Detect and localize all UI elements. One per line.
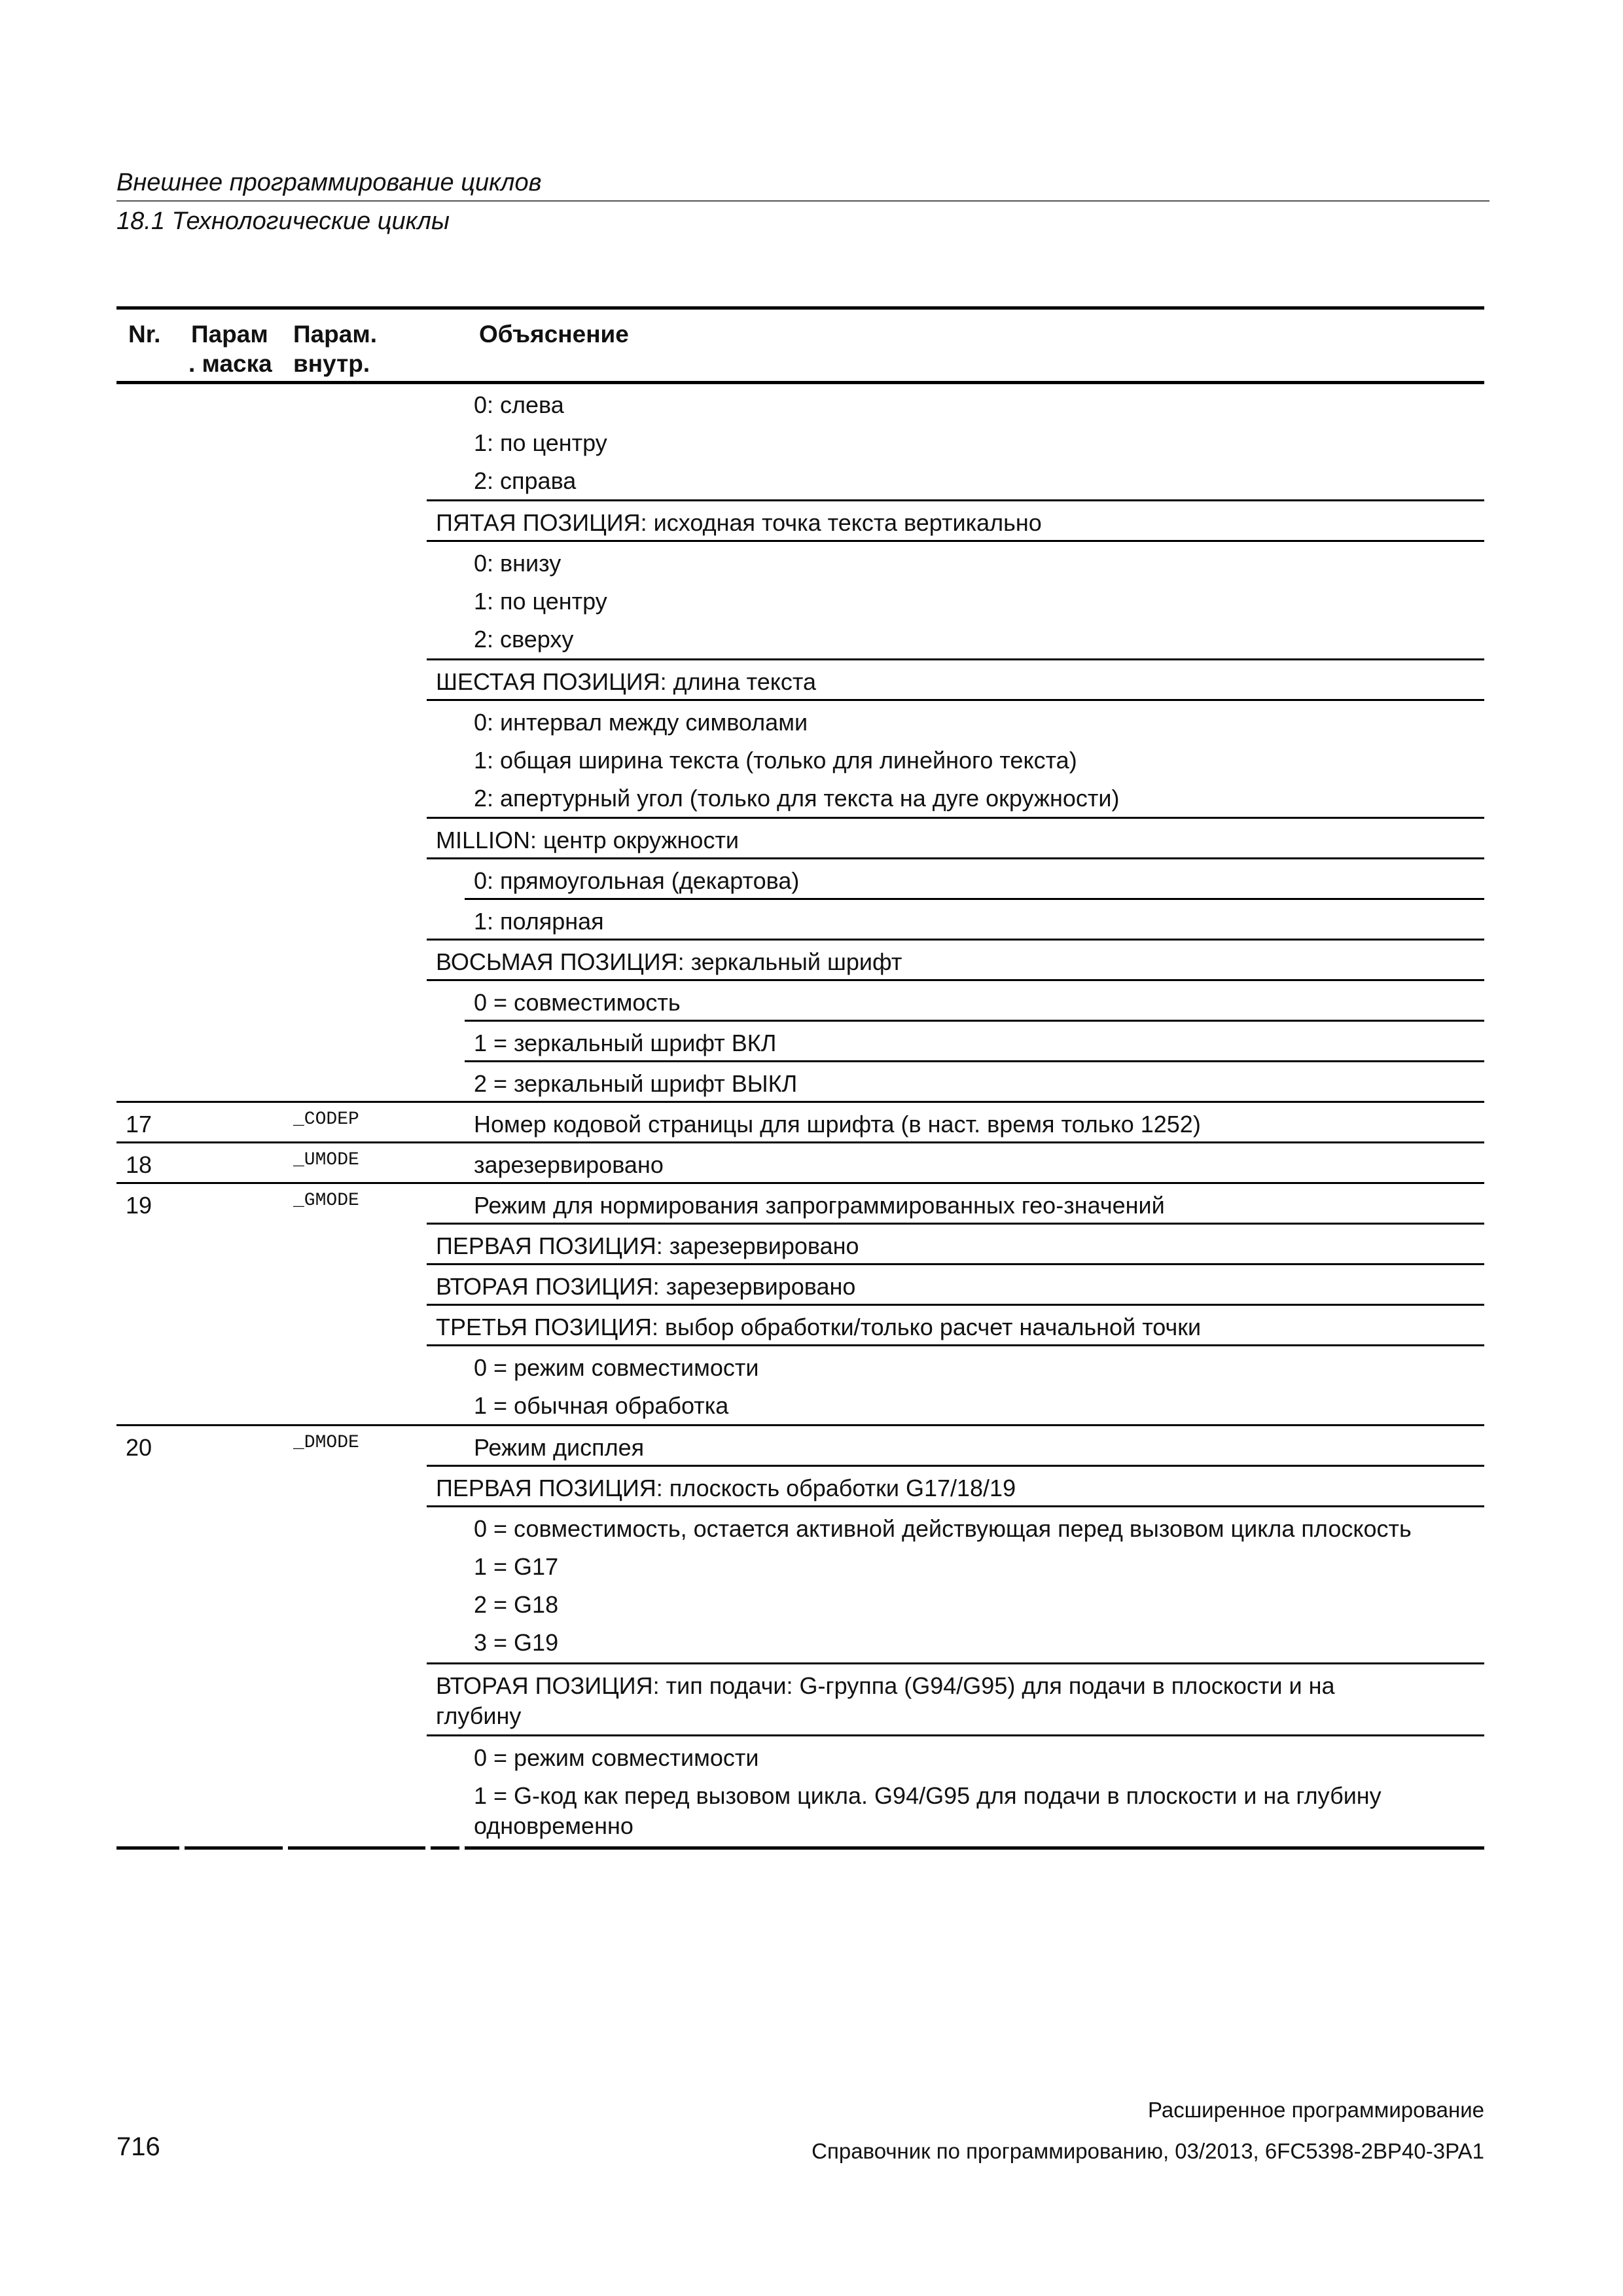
table-row: 2: сверху <box>474 626 574 653</box>
table-row: 1: по центру <box>474 429 607 456</box>
row-rule <box>427 1223 1484 1225</box>
row-rule <box>427 1465 1484 1467</box>
row-rule <box>427 1344 1484 1346</box>
row-rule <box>427 939 1484 941</box>
table-bottom-rule <box>465 1846 1484 1850</box>
row-number: 17 <box>126 1111 152 1138</box>
row-number: 18 <box>126 1151 152 1178</box>
chapter-title: Внешнее программирование циклов <box>116 169 542 196</box>
row-rule <box>427 857 1484 859</box>
table-row-continuation: глубину <box>436 1702 522 1729</box>
table-header-rule <box>116 381 1484 384</box>
table-row: 0: слева <box>474 391 564 418</box>
section-title: 18.1 Технологические циклы <box>116 207 450 235</box>
table-row: ПЕРВАЯ ПОЗИЦИЯ: плоскость обработки G17/18/19 <box>436 1475 1016 1501</box>
table-row: ПЕРВАЯ ПОЗИЦИЯ: зарезервировано <box>436 1232 859 1259</box>
row-rule <box>427 1734 1484 1736</box>
column-header-param-mask-line1: Парам <box>191 321 268 348</box>
table-row: 1: по центру <box>474 588 607 615</box>
table-row: ТРЕТЬЯ ПОЗИЦИЯ: выбор обработки/только расчет начальной точки <box>436 1314 1202 1340</box>
row-rule <box>427 1304 1484 1306</box>
table-row: ВОСЬМАЯ ПОЗИЦИЯ: зеркальный шрифт <box>436 948 902 975</box>
parameter-name: _CODEP <box>293 1109 359 1130</box>
footer-reference: Справочник по программированию, 03/2013, 6FC5398-2BP40-3PA1 <box>812 2139 1484 2163</box>
row-rule <box>427 699 1484 701</box>
row-rule <box>427 817 1484 819</box>
row-rule <box>465 1060 1484 1062</box>
table-row: Режим для нормирования запрограммированных гео-значений <box>474 1192 1165 1219</box>
footer-book-title: Расширенное программирование <box>1147 2098 1484 2122</box>
row-number: 19 <box>126 1192 152 1219</box>
page-number: 716 <box>116 2132 160 2161</box>
parameter-name: _DMODE <box>293 1433 359 1453</box>
table-row-continuation: одновременно <box>474 1812 633 1839</box>
row-rule <box>427 1662 1484 1664</box>
table-row: 0 = совместимость <box>474 989 681 1016</box>
row-rule <box>465 1020 1484 1022</box>
column-header-param-internal-line2: внутр. <box>293 350 370 377</box>
table-row: 3 = G19 <box>474 1629 559 1656</box>
table-row: 0: интервал между символами <box>474 709 808 736</box>
table-row: 2: апертурный угол (только для текста на дуге окружности) <box>474 785 1120 812</box>
table-top-rule <box>116 306 1484 310</box>
parameter-name: _GMODE <box>293 1191 359 1211</box>
table-row: 1: полярная <box>474 908 604 935</box>
table-row: ПЯТАЯ ПОЗИЦИЯ: исходная точка текста вертикально <box>436 509 1042 536</box>
table-bottom-rule <box>185 1846 283 1850</box>
table-row: 0 = режим совместимости <box>474 1354 759 1381</box>
parameter-table <box>116 0 1484 2296</box>
table-bottom-rule <box>116 1846 179 1850</box>
table-row: MILLION: центр окружности <box>436 827 740 853</box>
row-rule <box>116 1101 1484 1103</box>
row-rule <box>427 540 1484 542</box>
row-number: 20 <box>126 1434 152 1461</box>
table-row: Номер кодовой страницы для шрифта (в наст. время только 1252) <box>474 1111 1201 1138</box>
table-row: 0: прямоугольная (декартова) <box>474 867 800 894</box>
table-row: 1 = G-код как перед вызовом цикла. G94/G95 для подачи в плоскости и на глубину <box>474 1782 1382 1809</box>
row-rule <box>427 499 1484 501</box>
table-row: 0 = совместимость, остается активной действующая перед вызовом цикла плоскость <box>474 1515 1412 1542</box>
row-rule <box>427 1263 1484 1265</box>
table-row: 1: общая ширина текста (только для линейного текста) <box>474 747 1077 774</box>
row-rule <box>116 1182 1484 1184</box>
table-bottom-rule <box>288 1846 425 1850</box>
table-row: 1 = зеркальный шрифт ВКЛ <box>474 1030 777 1056</box>
table-row: ВТОРАЯ ПОЗИЦИЯ: зарезервировано <box>436 1273 856 1300</box>
table-row: ВТОРАЯ ПОЗИЦИЯ: тип подачи: G-группа (G94/G95) для подачи в плоскости и на <box>436 1672 1335 1699</box>
row-rule <box>427 658 1484 660</box>
column-header-explanation: Объяснение <box>479 321 629 348</box>
row-rule <box>116 1141 1484 1143</box>
table-row: Режим дисплея <box>474 1434 645 1461</box>
row-rule <box>427 979 1484 981</box>
column-header-param-mask-line2: . маска <box>188 350 272 377</box>
table-row: 2 = зеркальный шрифт ВЫКЛ <box>474 1070 798 1097</box>
table-row: 2 = G18 <box>474 1591 559 1618</box>
parameter-name: _UMODE <box>293 1150 359 1170</box>
table-row: 0: внизу <box>474 550 562 577</box>
row-rule <box>116 1424 1484 1426</box>
table-row: 2: справа <box>474 467 577 494</box>
column-header-nr: Nr. <box>128 321 161 348</box>
table-row: 0 = режим совместимости <box>474 1744 759 1771</box>
column-header-param-internal-line1: Парам. <box>293 321 378 348</box>
table-row: 1 = обычная обработка <box>474 1392 729 1419</box>
table-row: ШЕСТАЯ ПОЗИЦИЯ: длина текста <box>436 668 817 695</box>
row-rule <box>427 1505 1484 1507</box>
table-row: зарезервировано <box>474 1151 664 1178</box>
table-row: 1 = G17 <box>474 1553 559 1580</box>
row-rule <box>465 898 1484 900</box>
table-bottom-rule <box>431 1846 459 1850</box>
